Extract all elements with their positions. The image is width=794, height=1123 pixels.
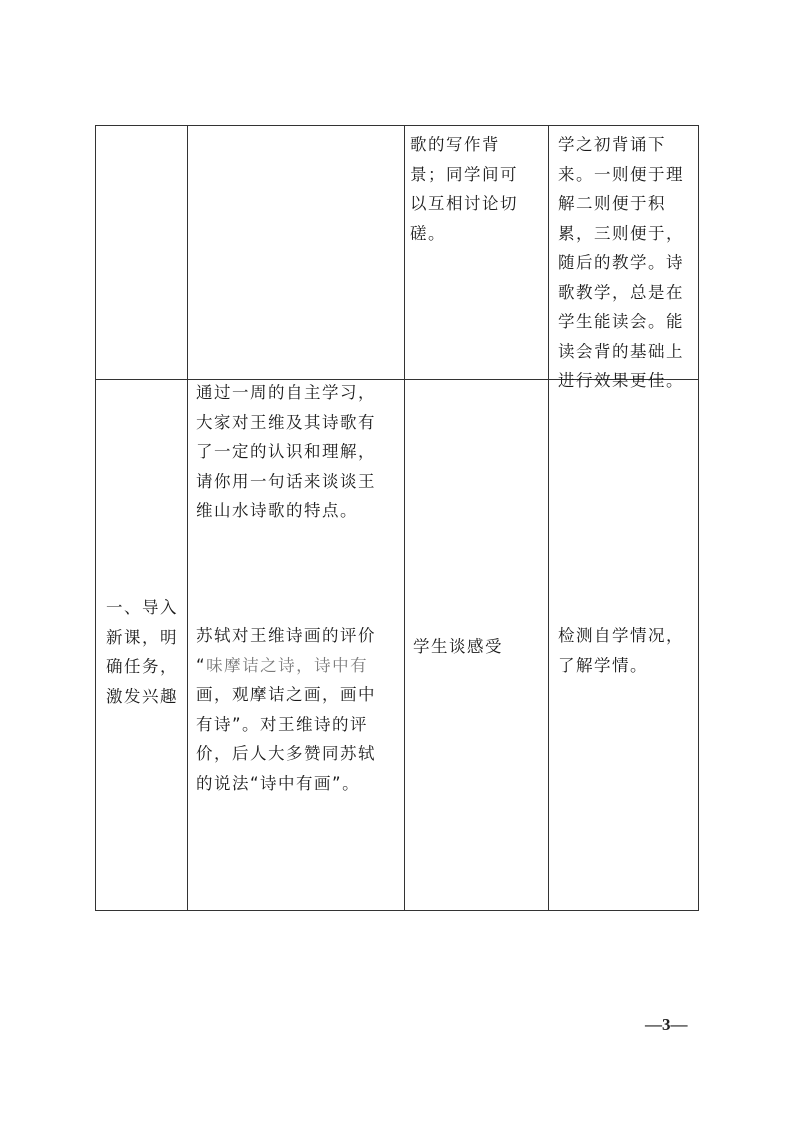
teacher-prompt-text: 通过一周的自主学习， 大家对王维及其诗歌有 了一定的认识和理解， 请你用一句话来谈谈王 维山水诗歌的特点。 (196, 383, 376, 520)
row1-col3-cell: 歌的写作背 景；同学间可 以互相讨论切 磋。 (410, 135, 518, 243)
stage-cell: 一、导入 新课，明 确任务， 激发兴趣 (106, 598, 178, 706)
column-divider-2 (404, 126, 405, 910)
column-divider-1 (187, 126, 188, 910)
lesson-plan-table (95, 125, 699, 911)
evaluation-lead: 苏轼对王维诗画的评价 “ (196, 626, 376, 675)
column-divider-3 (548, 126, 549, 910)
student-activity-cell: 学生谈感受 (413, 637, 503, 656)
sushi-evaluation-text (196, 621, 396, 798)
evaluation-rest: 画，观摩诘之画，画中 有诗”。对王维诗的评 价，后人大多赞同苏轼 的说法“诗中有画”。 (196, 685, 376, 793)
page-number: —3— (645, 1015, 688, 1034)
evaluation-quote: 味摩诘之诗，诗中有 (206, 655, 369, 675)
design-intent-cell: 检测自学情况， 了解学情。 (558, 626, 684, 675)
row1-col4-cell: 学之初背诵下 来。一则便于理 解二则便于积 累，三则便于， 随后的教学。诗 歌教学，总是在 学生能读会。能 读会背的基础上 进行效果更佳。 (558, 135, 684, 390)
